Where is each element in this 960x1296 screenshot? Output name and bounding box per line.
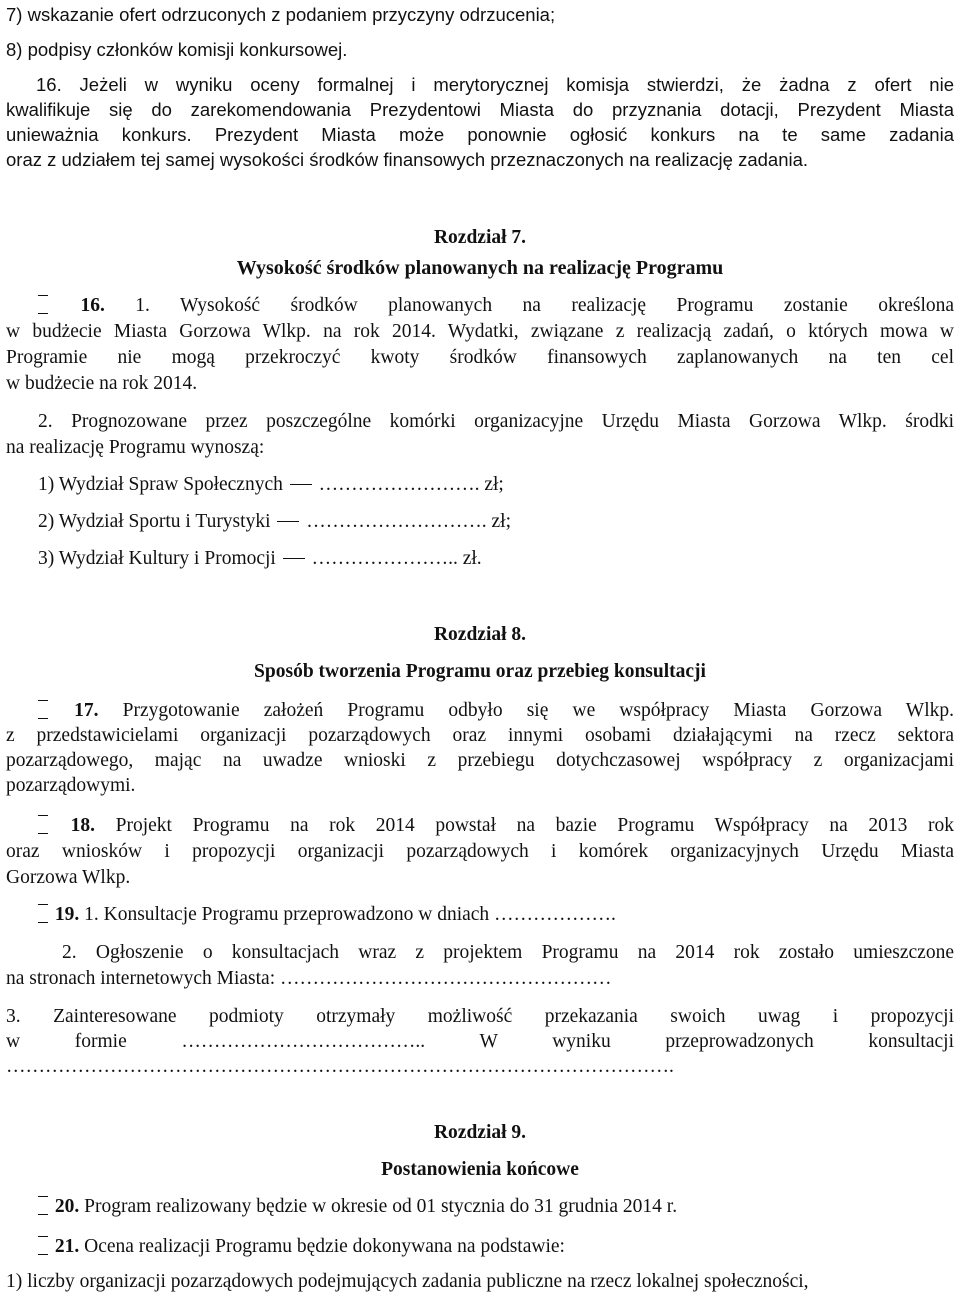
section-21	[36, 1235, 960, 1259]
chapter-8-label: Rozdział 8.	[433, 624, 527, 645]
budget-item-2-amount: ………………………. zł;	[306, 511, 511, 532]
section-16-p2-line-2: na realizację Programu wynoszą:	[6, 437, 265, 458]
budget-item-1	[38, 473, 960, 497]
budget-item-1-label: 1) Wydział Spraw Społecznych	[38, 474, 283, 495]
section-19-line-1	[36, 903, 960, 927]
section-16-number: 16.	[80, 295, 105, 316]
section-16-line-3: Programie nie mogą przekroczyć kwoty środków finansowych zaplanowanych na ten cel	[6, 347, 954, 368]
section-16-line-1	[36, 294, 954, 318]
budget-item-2	[38, 510, 960, 534]
section-21-item-1: 1) liczby organizacji pozarządowych podejmujących zadania publiczne na rzecz lokalnej społeczności,	[6, 1271, 809, 1292]
budget-item-1-amount: ……………………. zł;	[318, 474, 504, 495]
section-17-text-1: Przygotowanie założeń Programu odbyło się we współpracy Miasta Gorzowa Wlkp.	[122, 700, 954, 721]
section-sign-icon	[36, 1196, 50, 1216]
section-16-text-1: 1. Wysokość środków planowanych na realizację Programu zostanie określona	[135, 295, 955, 316]
section-17-line-1	[36, 699, 954, 723]
section-sign-icon	[36, 1236, 50, 1256]
budget-item-3	[38, 547, 960, 571]
chapter-7-title: Wysokość środków planowanych na realizację Programu	[236, 257, 724, 279]
dash-icon	[290, 484, 312, 485]
section-sign-icon	[36, 904, 50, 924]
section-19-p2-line-1: 2. Ogłoszenie o konsultacjach wraz z projektem Programu na 2014 rok zostało umieszczone	[62, 942, 954, 963]
chapter-7-label: Rozdział 7.	[433, 227, 527, 248]
section-20-number: 20.	[54, 1196, 80, 1217]
chapter-9-title: Postanowienia końcowe	[381, 1159, 579, 1180]
section-19-p1: 1. Konsultacje Programu przeprowadzono w dniach ……………….	[84, 904, 616, 925]
paragraph-16-line-2: kwalifikuje się do zarekomendowania Prezydentowi Miasta do przyznania dotacji, Prezydent Miasta	[6, 99, 954, 120]
chapter-8-title: Sposób tworzenia Programu oraz przebieg konsultacji	[254, 661, 706, 682]
section-17-number: 17.	[74, 700, 99, 721]
section-sign-icon	[36, 700, 50, 720]
paragraph-16-line-1: 16. Jeżeli w wyniku oceny formalnej i merytorycznej komisja stwierdzi, że żadna z ofert nie	[36, 74, 954, 95]
paragraph-16-line-4: oraz z udziałem tej samej wysokości środków finansowych przeznaczonych na realizację zadania.	[6, 149, 809, 170]
section-18-line-3: Gorzowa Wlkp.	[6, 867, 131, 888]
section-19-p3-line-2: w formie ……………………………….. W wyniku przeprowadzonych konsultacji	[6, 1031, 954, 1052]
section-21-number: 21.	[54, 1236, 80, 1257]
chapter-9-label: Rozdział 9.	[433, 1122, 527, 1143]
dash-icon	[277, 521, 299, 522]
section-19-number: 19.	[54, 904, 80, 925]
budget-item-2-label: 2) Wydział Sportu i Turystyki	[38, 511, 271, 532]
section-21-text: Ocena realizacji Programu będzie dokonywana na podstawie:	[84, 1236, 565, 1257]
section-19-p3-line-1: 3. Zainteresowane podmioty otrzymały możliwość przekazania swoich uwag i propozycji	[6, 1006, 954, 1027]
section-19-p3-line-3: ………………………………………………………………………………………….	[6, 1056, 674, 1077]
list-item-7: 7) wskazanie ofert odrzuconych z podaniem przyczyny odrzucenia;	[6, 4, 556, 25]
section-18-number: 18.	[70, 815, 95, 836]
section-18-text-1: Projekt Programu na rok 2014 powstał na bazie Programu Współpracy na 2013 rok	[115, 815, 955, 836]
budget-item-3-label: 3) Wydział Kultury i Promocji	[38, 548, 276, 569]
section-16-line-4: w budżecie na rok 2014.	[6, 373, 198, 394]
section-sign-icon	[36, 815, 50, 835]
section-20	[36, 1195, 960, 1219]
section-18-line-2: oraz wniosków i propozycji organizacji pozarządowych i komórek organizacyjnych Urzędu Miasta	[6, 841, 954, 862]
section-19-p2-line-2: na stronach internetowych Miasta: ……………………………………………	[6, 968, 612, 989]
section-16-p2-line-1: 2. Prognozowane przez poszczególne komórki organizacyjne Urzędu Miasta Gorzowa Wlkp. środki	[38, 411, 954, 432]
section-sign-icon	[36, 295, 50, 315]
section-17-line-3: pozarządowego, mając na uwadze wnioski z przebiegu dotychczasowej współpracy z organizacjami	[6, 750, 954, 771]
budget-item-3-amount: ………………….. zł.	[311, 548, 482, 569]
section-16-line-2: w budżecie Miasta Gorzowa Wlkp. na rok 2014. Wydatki, związane z realizacją zadań, o których mowa w	[6, 321, 954, 342]
paragraph-16-line-3: unieważnia konkurs. Prezydent Miasta może ponownie ogłosić konkurs na te same zadania	[6, 124, 954, 145]
dash-icon	[283, 558, 305, 559]
section-17-line-4: pozarządowymi.	[6, 775, 136, 796]
section-17-line-2: z przedstawicielami organizacji pozarządowych oraz innymi osobami działającymi na rzecz sektora	[6, 725, 954, 746]
list-item-8: 8) podpisy członków komisji konkursowej.	[6, 39, 348, 60]
section-18-line-1	[36, 814, 954, 838]
section-20-text: Program realizowany będzie w okresie od 01 stycznia do 31 grudnia 2014 r.	[84, 1196, 678, 1217]
